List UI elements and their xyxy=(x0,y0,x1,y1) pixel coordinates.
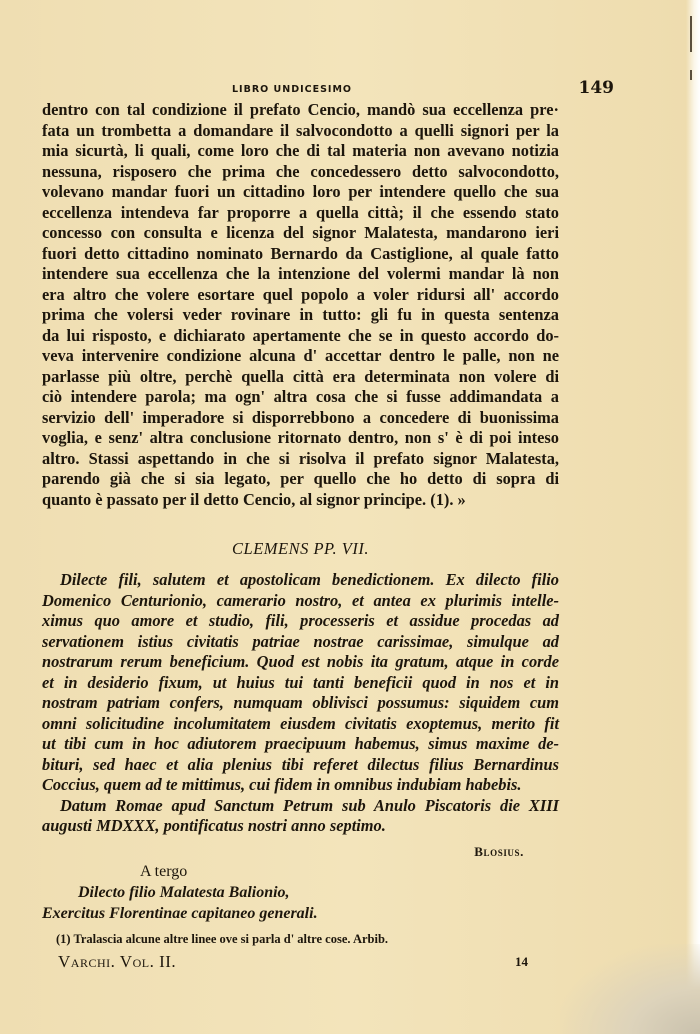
text-line: prima che volersi veder rovinare in tutto: gli fu in questa sentenza xyxy=(42,305,559,324)
text-line: parendo già che si sia legato, per quello che ho detto di sopra di xyxy=(42,469,559,488)
text-line: concesso con consulta e licenza del signor Malatesta, mandarono ieri xyxy=(42,223,559,242)
text-line: mia sicurtà, li quali, come loro che di tal materia non avevano notizia xyxy=(42,141,559,160)
italian-text-block xyxy=(42,100,559,510)
latin-line: Datum Romae apud Sanctum Petrum sub Anulo Piscatoris die XIII xyxy=(60,795,559,815)
text-line: eccellenza intendeva far proporre a quella città; il che essendo stato xyxy=(42,202,559,222)
address-line: Dilecto filio Malatesta Balionio, xyxy=(78,884,290,901)
latin-line: et in desiderio fixum, ut huius tui tanti beneficii quod in nos et in xyxy=(42,672,559,692)
latin-line: bituri, sed haec et alia plenius tibi referet dilectus filius Bernardinus xyxy=(42,754,559,774)
latin-line: ut tibi cum in hoc adiutorem praecipuum habemus, simus maxime de- xyxy=(42,734,559,753)
text-line: fuori detto cittadino nominato Bernardo da Castiglione, al quale fatto xyxy=(42,243,559,263)
latin-line: Domenico Centurionio, camerario nostro, et antea ex plurimis intelle- xyxy=(42,590,559,610)
text-line: ciò intendere parola; ma ogn' altra cosa che si fusse addimandata a xyxy=(42,387,559,406)
letter-heading: CLEMENS PP. VII. xyxy=(232,539,369,558)
latin-line: Dilecte fili, salutem et apostolicam benedictionem. Ex dilecto filio xyxy=(60,570,559,589)
text-line: fata un trombetta a domandare il salvocondotto a quelli signori per la xyxy=(42,120,559,140)
text-line: altro. Stassi aspettando in che si risolva il prefato signor Malatesta, xyxy=(42,448,559,468)
signature-sheet-number: 14 xyxy=(515,954,528,969)
letter-address xyxy=(42,862,559,924)
latin-line: nostram patriam confers, numquam oblivisci possumus: siquidem cum xyxy=(42,693,559,712)
text-line: dentro con tal condizione il prefato Cencio, mandò sua eccellenza pre· xyxy=(42,100,559,119)
latin-line: augusti MDXXX, pontificatus nostri anno septimo. xyxy=(42,816,386,835)
signature-author-volume: Varchi. Vol. II. xyxy=(58,952,177,971)
edge-mark xyxy=(690,70,692,80)
page-number: 149 xyxy=(578,78,614,98)
latin-line: servationem istius civitatis patriae nostrae carissimae, simulque ad xyxy=(42,631,559,651)
running-header xyxy=(42,78,642,100)
running-title: LIBRO UNDICESIMO xyxy=(232,84,352,95)
text-line: voglia, e senz' altra conclusione ritornato dentro, non s' è di poi inteso xyxy=(42,428,559,447)
page-edge xyxy=(686,0,700,1034)
text-line: veva intervenire condizione alcuna d' accettar dentro le palle, non ne xyxy=(42,346,559,365)
footnote: (1) Tralascia alcune altre linee ove si parla d' altre cose. Arbib. xyxy=(56,932,389,946)
text-line: servizio dell' imperadore si disporrebbono a concedere di buonissima xyxy=(42,407,559,427)
text-line: era altro che volere esortare quel popolo a voler ridursi all' accordo xyxy=(42,284,559,304)
latin-line: ximus quo amore et studio, fili, processeris et assidue procedas ad xyxy=(42,611,559,630)
text-line: parlasse più oltre, perchè quella città era determinata non volere di xyxy=(42,366,559,386)
edge-mark xyxy=(690,16,692,52)
latin-line: Coccius, quem ad te mittimus, cui fidem in omnibus indubiam habebis. xyxy=(42,775,522,794)
page-corner-shadow xyxy=(560,944,700,1034)
latin-letter-block xyxy=(42,570,559,837)
latin-line: nostrarum rerum beneficium. Quod est nobis ita gratum, atque in corde xyxy=(42,652,559,671)
a-tergo-label: A tergo xyxy=(140,863,188,880)
text-line: quanto è passato per il detto Cencio, al signor principe. (1). » xyxy=(42,489,466,509)
text-line: volevano mandar fuori un cittadino loro per intendere quello che sua xyxy=(42,182,559,201)
printer-signature-line xyxy=(58,952,528,976)
letter-signature: Blosius. xyxy=(474,844,524,859)
text-line: intendere sua eccellenza che la intenzione del volermi mandar là non xyxy=(42,264,559,283)
address-line: Exercitus Florentinae capitaneo generali. xyxy=(42,905,318,922)
text-line: da lui risposto, e dichiarato apertamente che se in questo accordo do- xyxy=(42,325,559,345)
latin-line: omni solicitudine incolumitatem eiusdem civitatis exoptemus, merito fit xyxy=(42,713,559,733)
text-line: nessuna, risposero che prima che concedessero detto salvocondotto, xyxy=(42,161,559,181)
